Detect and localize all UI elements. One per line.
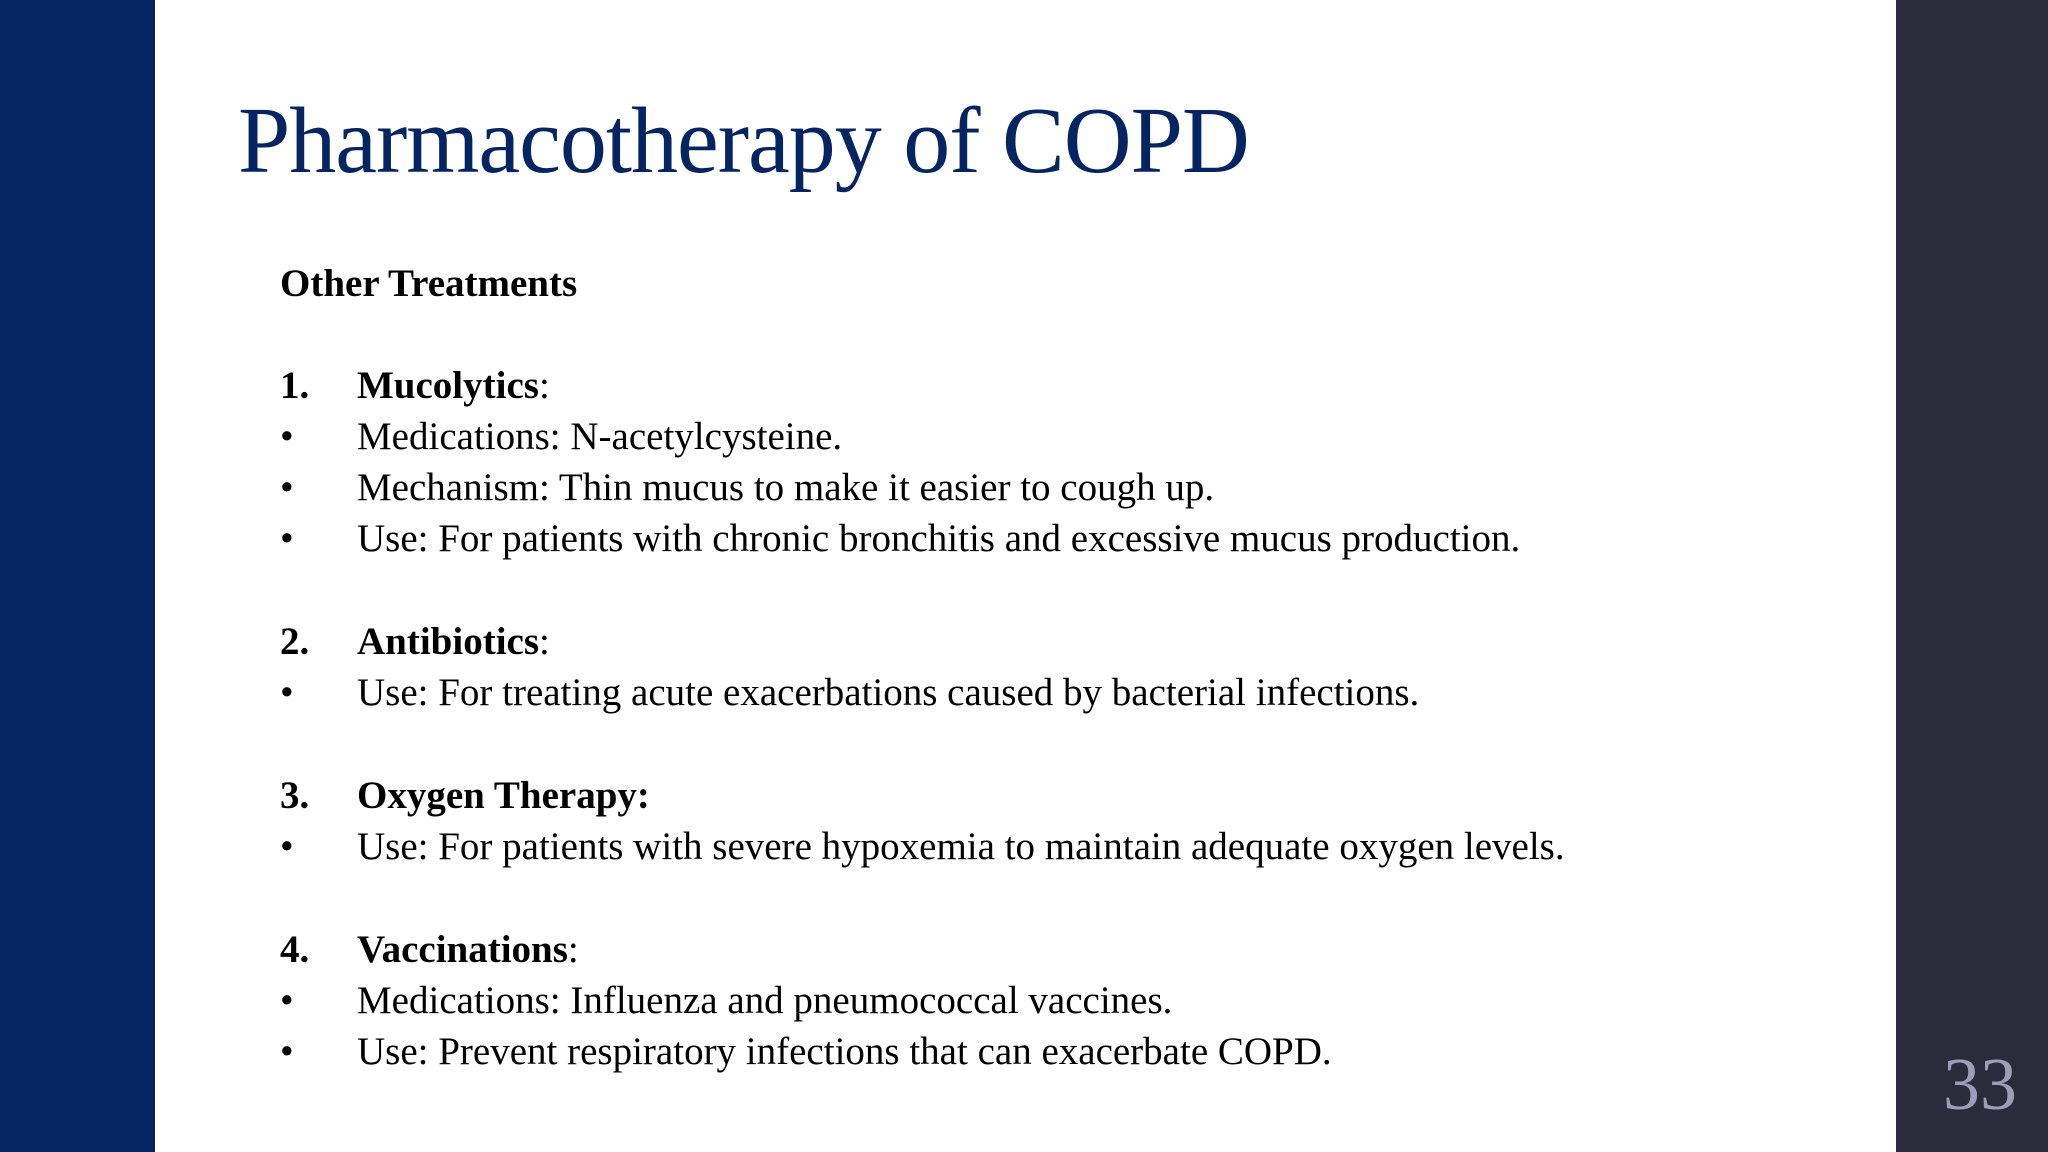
bullet-text: Use: For patients with chronic bronchitis and excessive mucus production. [357, 517, 1521, 560]
section-subheading: Other Treatments [280, 262, 578, 305]
list-heading-suffix: : [539, 620, 550, 663]
list-heading: Oxygen Therapy: [357, 774, 650, 817]
list-number: 4. [280, 928, 310, 971]
left-accent-bar [0, 0, 155, 1152]
right-side-panel [1896, 0, 2048, 1152]
list-heading: Antibiotics [357, 620, 540, 663]
slide-number: 33 [1943, 1044, 2017, 1126]
bullet-marker: • [280, 415, 294, 458]
bullet-text: Use: Prevent respiratory infections that can exacerbate COPD. [357, 1030, 1332, 1073]
bullet-marker: • [280, 825, 294, 868]
bullet-marker: • [280, 466, 294, 509]
list-number: 1. [280, 364, 310, 407]
list-number: 3. [280, 774, 310, 817]
bullet-text: Use: For patients with severe hypoxemia to maintain adequate oxygen levels. [357, 825, 1565, 868]
list-heading: Mucolytics [357, 364, 539, 407]
bullet-text: Medications: N-acetylcysteine. [357, 415, 843, 458]
list-heading: Vaccinations [357, 928, 568, 971]
list-heading-suffix: : [538, 364, 550, 407]
slide-title: Pharmacotherapy of COPD [238, 89, 1249, 193]
list-heading-suffix: : [567, 928, 579, 971]
bullet-marker: • [280, 1030, 294, 1073]
bullet-text: Use: For treating acute exacerbations caused by bacterial infections. [357, 671, 1420, 714]
bullet-marker: • [280, 671, 294, 714]
bullet-marker: • [280, 979, 294, 1022]
bullet-text: Medications: Influenza and pneumococcal vaccines. [357, 979, 1173, 1022]
list-number: 2. [280, 620, 310, 663]
bullet-text: Mechanism: Thin mucus to make it easier to cough up. [357, 466, 1215, 509]
bullet-marker: • [280, 517, 294, 560]
